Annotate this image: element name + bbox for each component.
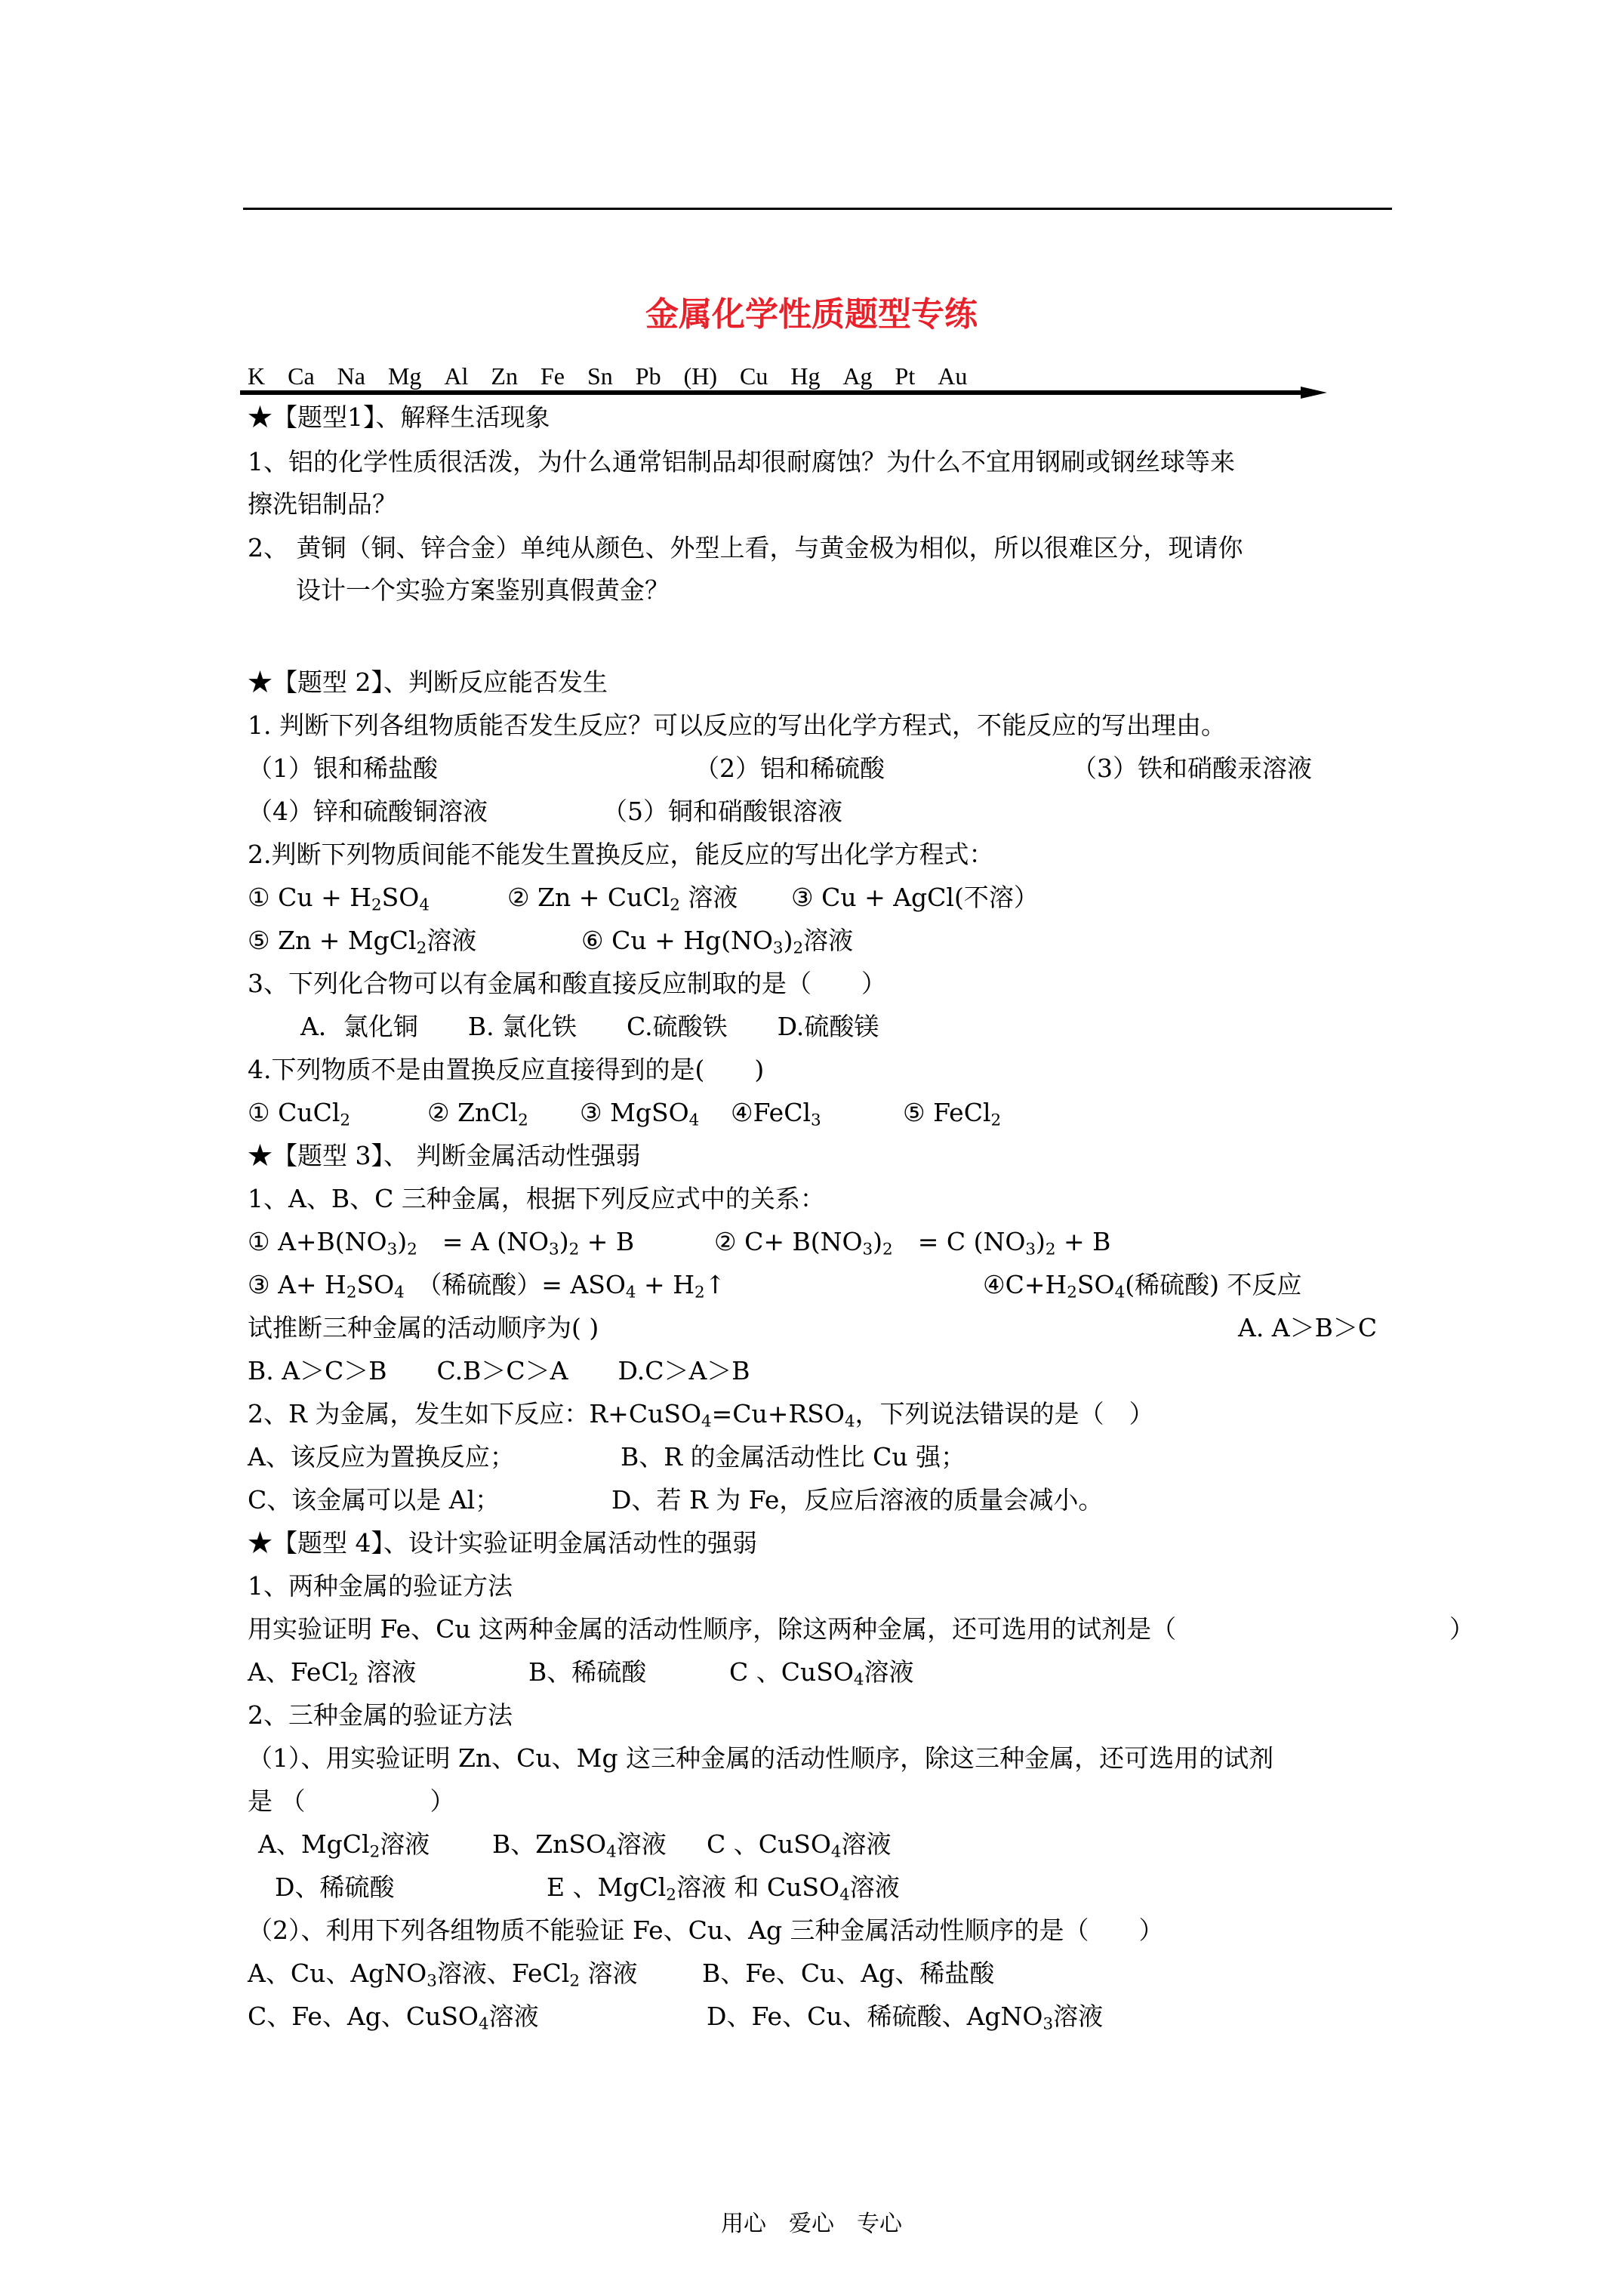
question-text: 2、 黄铜（铜、锌合金）单纯从颜色、外型上看，与黄金极为相似，所以很难区分，现请你 <box>248 533 1243 562</box>
section-heading-4: ★【题型 4】、设计实验证明金属活动性的强弱 <box>248 1528 757 1558</box>
metal-symbol: Al <box>444 362 469 390</box>
metal-symbol: Pb <box>635 362 661 390</box>
option-text: （4）锌和硫酸铜溶液 <box>248 797 488 826</box>
option-text: E 、MgCl$_2$溶液 和 CuSO$_4$溶液 <box>547 1872 900 1905</box>
question-text: 试推断三种金属的活动顺序为( ) <box>248 1313 599 1342</box>
metal-symbol: Au <box>938 362 968 390</box>
metal-symbol: Mg <box>387 362 422 390</box>
question-text: （2）、利用下列各组物质不能验证 Fe、Cu、Ag 三种金属活动性顺序的是（ ） <box>248 1915 1164 1945</box>
header-rule <box>243 208 1392 210</box>
option-text: （1）银和稀盐酸 <box>248 754 438 783</box>
option-text: ⑤ Zn + MgCl$_2$溶液 <box>248 926 477 958</box>
option-text: （5）铜和硝酸银溶液 <box>602 797 842 826</box>
metal-symbol: Fe <box>540 362 565 390</box>
option-text: B. A＞C＞B C.B＞C＞A D.C＞A＞B <box>248 1356 750 1385</box>
option-text: ④FeCl$_3$ <box>731 1098 821 1130</box>
option-text: A、MgCl$_2$溶液 <box>258 1829 430 1862</box>
question-text: 是 （ ） <box>248 1786 455 1816</box>
metal-symbol: Ca <box>288 362 315 390</box>
option-text: A. A＞B＞C <box>1238 1313 1378 1342</box>
question-text: 1、A、B、C 三种金属，根据下列反应式中的关系： <box>248 1184 825 1213</box>
question-text: 擦洗铝制品？ <box>248 489 397 519</box>
option-text: ③ MgSO$_4$ <box>580 1098 700 1130</box>
option-text: ① CuCl$_2$ <box>248 1098 351 1130</box>
question-text: 3、下列化合物可以有金属和酸直接反应制取的是（ ） <box>248 969 886 998</box>
option-text: D、若 R 为 Fe，反应后溶液的质量会减小。 <box>611 1485 1104 1515</box>
option-text: ⑤ FeCl$_2$ <box>903 1098 1002 1130</box>
option-text: ⑥ $Cu + Hg(NO_3)_2$溶液 <box>581 926 854 958</box>
option-text: B、ZnSO$_4$溶液 <box>492 1829 667 1862</box>
question-text: 1. 判断下列各组物质能否发生反应？可以反应的写出化学方程式，不能反应的写出理由。 <box>248 710 1226 740</box>
metal-symbol: Pt <box>895 362 916 390</box>
section-heading-1: ★【题型1】、解释生活现象 <box>248 402 550 432</box>
question-text: 设计一个实验方案鉴别真假黄金？ <box>296 575 670 605</box>
metal-symbol: Sn <box>587 362 613 390</box>
option-text: D、稀硫酸 <box>275 1872 395 1902</box>
option-text: D、Fe、Cu、稀硫酸、AgNO$_3$溶液 <box>707 2002 1104 2034</box>
question-text: （1）、用实验证明 Zn、Cu、Mg 这三种金属的活动性顺序，除这三种金属，还可选用的试剂 <box>248 1743 1274 1773</box>
option-text: A、该反应为置换反应； <box>248 1442 515 1472</box>
section-heading-3: ★【题型 3】、 判断金属活动性强弱 <box>248 1141 641 1170</box>
question-text: 用实验证明 Fe、Cu 这两种金属的活动性顺序，除这两种金属，还可选用的试剂是（ <box>248 1614 1177 1644</box>
option-text: A、Cu、AgNO$_3$溶液、FeCl$_2$ 溶液 <box>248 1959 638 1991</box>
activity-arrow <box>240 387 1327 399</box>
option-text: A．氯化铜 B. 氯化铁 C.硫酸铁 D.硫酸镁 <box>300 1012 879 1041</box>
metal-symbol: Hg <box>790 362 821 390</box>
metal-symbol: (H) <box>683 362 717 390</box>
question-text: 2、R 为金属，发生如下反应：$R+CuSO_4=Cu+RSO_4$，下列说法错误的是（ ） <box>248 1399 1154 1432</box>
option-text: ③ Cu + AgCl(不溶） <box>791 883 1039 912</box>
option-text: C、Fe、Ag、CuSO$_4$溶液 <box>248 2002 539 2034</box>
section-heading-2: ★【题型 2】、判断反应能否发生 <box>248 667 608 697</box>
option-text: ① $Cu + H_2SO_4$ <box>248 883 430 915</box>
metal-symbol: Ag <box>842 362 873 390</box>
option-text: A、FeCl$_2$ 溶液 <box>248 1657 417 1690</box>
metal-symbol: Na <box>337 362 365 390</box>
page-footer: 用心 爱心 专心 <box>721 2211 902 2237</box>
option-text: B、R 的金属活动性比 Cu 强； <box>621 1442 966 1472</box>
subheading: 1、两种金属的验证方法 <box>248 1571 513 1601</box>
metal-symbol: K <box>248 362 266 390</box>
option-text: B、稀硫酸 <box>528 1657 647 1687</box>
option-text: C、该金属可以是 Al； <box>248 1485 500 1515</box>
reaction-text: ③ $A+ H_2SO_4$ （稀硫酸）= $ASO_4$ + $H_2↑$ <box>248 1270 726 1302</box>
question-text: ） <box>1449 1614 1474 1644</box>
question-text: 4.下列物质不是由置换反应直接得到的是( ) <box>248 1055 765 1084</box>
question-text: 1、铝的化学性质很活泼，为什么通常铝制品却很耐腐蚀？为什么不宜用钢刷或钢丝球等来 <box>248 447 1235 476</box>
metal-symbol: Zn <box>491 362 518 390</box>
reaction-text: ① $A+B(NO_3)_2$ = A $(NO_3)_2 + B$ <box>248 1227 635 1259</box>
reaction-text: ② $C+ B(NO_3)_2$ = C $(NO_3)_2 + B$ <box>714 1227 1111 1259</box>
option-text: ② ZnCl$_2$ <box>427 1098 528 1130</box>
option-text: （3）铁和硝酸汞溶液 <box>1072 754 1312 783</box>
option-text: B、Fe、Cu、Ag、稀盐酸 <box>702 1959 995 1988</box>
question-text: 2.判断下列物质间能不能发生置换反应，能反应的写出化学方程式： <box>248 840 994 869</box>
option-text: ② Zn + CuCl$_2$ 溶液 <box>507 883 738 915</box>
reaction-text: $④C+H_2SO_4$(稀硫酸) 不反应 <box>983 1270 1302 1302</box>
option-text: C 、CuSO$_4$溶液 <box>729 1657 914 1690</box>
option-text: C 、CuSO$_4$溶液 <box>707 1829 892 1862</box>
page-title: 金属化学性质题型专练 <box>645 295 978 334</box>
subheading: 2、三种金属的验证方法 <box>248 1700 513 1730</box>
option-text: （2）铝和稀硫酸 <box>694 754 885 783</box>
metal-symbol: Cu <box>739 362 768 390</box>
